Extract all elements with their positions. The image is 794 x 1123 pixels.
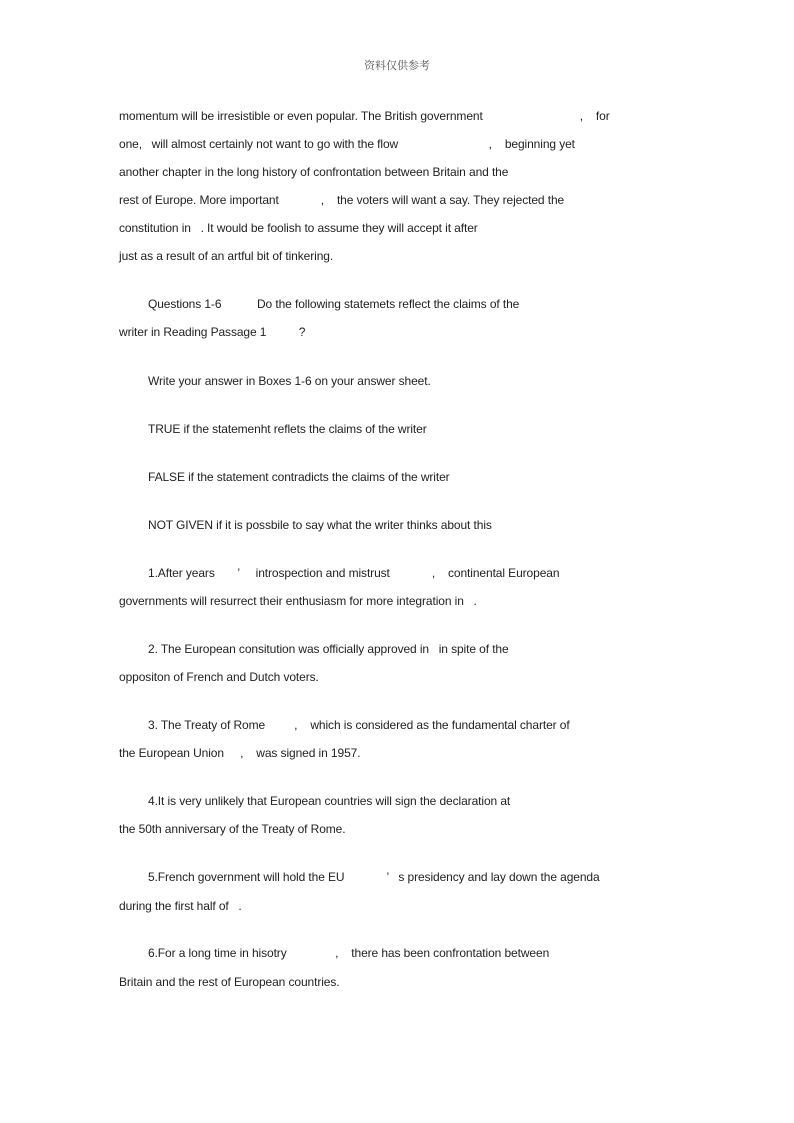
question-3: 3. The Treaty of Rome , which is considered as the fundamental charter of: [148, 718, 570, 732]
instruction-not-given: NOT GIVEN if it is possbile to say what the writer thinks about this: [148, 518, 492, 532]
question-1: 1.After years ’ introspection and mistrust , continental European: [148, 566, 560, 580]
question-4: 4.It is very unlikely that European countries will sign the declaration at: [148, 794, 511, 808]
question-5-cont: during the first half of .: [119, 899, 242, 913]
instruction-false: FALSE if the statement contradicts the claims of the writer: [148, 470, 450, 484]
passage-line: momentum will be irresistible or even popular. The British government , for: [119, 109, 610, 123]
question-4-cont: the 50th anniversary of the Treaty of Rome.: [119, 822, 346, 836]
question-6: 6.For a long time in hisotry , there has been confrontation between: [148, 946, 550, 960]
passage-line: another chapter in the long history of confrontation between Britain and the: [119, 165, 509, 179]
passage-line: constitution in . It would be foolish to assume they will accept it after: [119, 221, 478, 235]
page-header: 资料仅供参考: [364, 59, 430, 72]
passage-line: one, will almost certainly not want to go with the flow , beginning yet: [119, 137, 575, 151]
passage-line: just as a result of an artful bit of tinkering.: [119, 249, 334, 263]
question-1-cont: governments will resurrect their enthusiasm for more integration in .: [119, 594, 477, 608]
question-5: 5.French government will hold the EU ’ s presidency and lay down the agenda: [148, 870, 600, 884]
question-3-cont: the European Union , was signed in 1957.: [119, 746, 361, 760]
questions-heading: Questions 1-6 Do the following statemets reflect the claims of the: [148, 297, 520, 311]
passage-line: rest of Europe. More important , the voters will want a say. They rejected the: [119, 193, 565, 207]
question-6-cont: Britain and the rest of European countries.: [119, 975, 340, 989]
question-2-cont: oppositon of French and Dutch voters.: [119, 670, 319, 684]
instruction-text: Write your answer in Boxes 1-6 on your answer sheet.: [148, 374, 431, 388]
question-2: 2. The European consitution was officially approved in in spite of the: [148, 642, 509, 656]
instruction-true: TRUE if the statemenht reflets the claims of the writer: [148, 422, 427, 436]
questions-heading-cont: writer in Reading Passage 1 ?: [119, 325, 306, 339]
